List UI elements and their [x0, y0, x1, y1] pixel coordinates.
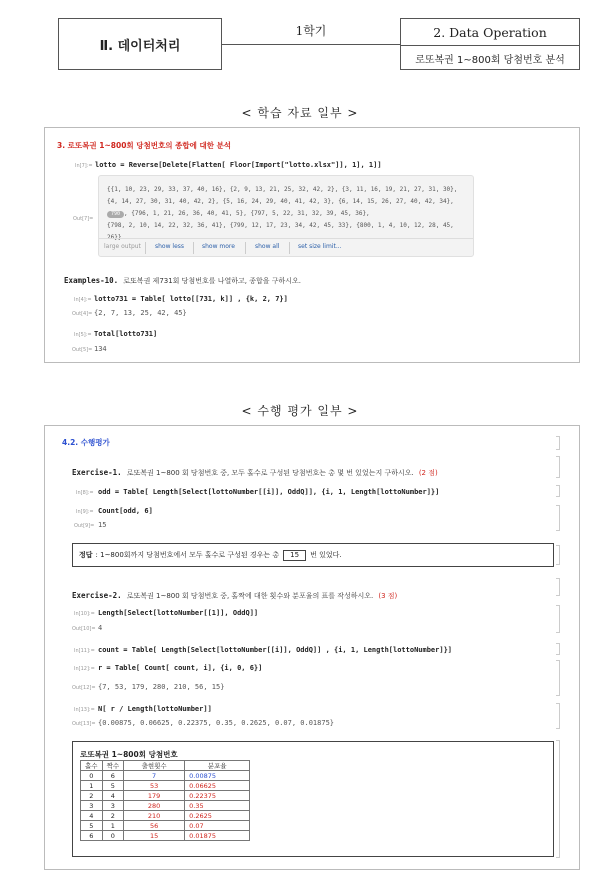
in9-label: In[9]:= [76, 509, 94, 515]
out4-label: Out[4]= [72, 311, 93, 317]
table-cell-even: 4 [102, 791, 124, 801]
exercise-2 [72, 583, 552, 602]
cell-bracket[interactable] [556, 436, 560, 450]
out9-value: 15 [98, 521, 107, 529]
table-cell-ratio: 0.07 [185, 821, 250, 831]
table-cell-count: 280 [124, 801, 185, 811]
table-cell-odd: 4 [81, 811, 103, 821]
in7-code[interactable]: lotto = Reverse[Delete[Flatten[ Floor[Import["lotto.xlsx"]], 1], 1]] [95, 161, 382, 169]
cell-bracket[interactable] [556, 505, 560, 531]
header-semester-cell [222, 18, 400, 70]
header-semester: 1학기 [295, 24, 327, 38]
out5-value: 134 [94, 345, 107, 353]
example-10 [64, 268, 564, 287]
table-row [81, 801, 250, 811]
in5-label: In[5]:= [74, 332, 92, 338]
cell-bracket[interactable] [556, 485, 560, 497]
exercise-1-label: Exercise-1. [72, 468, 122, 477]
table-header-even: 짝수 [102, 761, 124, 771]
header-unit-label: Ⅱ. 데이터처리 [99, 38, 181, 54]
out7-label: Out[7]= [73, 216, 94, 222]
skipped-elements-pill[interactable]: 790 [107, 211, 124, 218]
table-cell-odd: 6 [81, 831, 103, 841]
in12-label: In[12]:= [74, 666, 95, 672]
table-row [81, 771, 250, 781]
in9-code[interactable]: Count[odd, 6] [98, 507, 153, 515]
cell-bracket[interactable] [556, 643, 560, 655]
header-chapter: 2. Data Operation [401, 19, 579, 46]
table-cell-even: 0 [102, 831, 124, 841]
table-cell-count: 15 [124, 831, 185, 841]
table-cell-odd: 0 [81, 771, 103, 781]
in8-label: In[8]:= [76, 490, 94, 496]
frequency-table-box [72, 741, 554, 857]
frequency-table-body [81, 771, 250, 841]
table-cell-even: 6 [102, 771, 124, 781]
table-header-count: 출현횟수 [124, 761, 185, 771]
out13-value: {0.00875, 0.06625, 0.22375, 0.35, 0.2625, 0.07, 0.01875} [98, 719, 335, 727]
section2-heading: 4.2. 수행평가 [62, 438, 110, 447]
table-cell-ratio: 0.06625 [185, 781, 250, 791]
table-cell-odd: 2 [81, 791, 103, 801]
table-cell-even: 1 [102, 821, 124, 831]
table-title: 로또복권 1~800회 당첨번호 [80, 750, 178, 759]
table-cell-count: 53 [124, 781, 185, 791]
answer-text-b: 번 있었다. [310, 551, 342, 559]
out13-label: Out[13]= [72, 721, 96, 727]
cell-bracket[interactable] [556, 740, 560, 858]
large-output-text [107, 184, 467, 244]
table-cell-count: 179 [124, 791, 185, 801]
in12-code[interactable]: r = Table[ Count[ count, i], {i, 0, 6}] [98, 664, 263, 672]
large-output-line-3-rest: , {796, 1, 21, 26, 36, 40, 41, 5}, {797, 5, 22, 31, 32, 39, 45, 36}, [124, 210, 370, 217]
large-output-box [98, 175, 474, 257]
set-size-limit-button[interactable]: set size limit... [298, 243, 342, 250]
table-cell-count: 210 [124, 811, 185, 821]
in8-code[interactable]: odd = Table[ Length[Select[lottoNumber[[i]], OddQ]], {i, 1, Length[lottoNumber]}] [98, 488, 440, 496]
out10-value: 4 [98, 624, 103, 632]
table-cell-ratio: 0.01875 [185, 831, 250, 841]
out12-value: {7, 53, 179, 280, 210, 56, 15} [98, 683, 225, 691]
table-cell-odd: 3 [81, 801, 103, 811]
bar-separator [289, 242, 290, 254]
cell-bracket[interactable] [556, 578, 560, 596]
frequency-table [80, 760, 250, 841]
exercise-2-points: (3 점) [378, 592, 398, 600]
answer-text-a: : 1~800회까지 당첨번호에서 모두 홀수로 구성된 경우는 총 [95, 551, 280, 559]
large-output-line-3 [107, 208, 467, 220]
table-row [81, 811, 250, 821]
section-title-learning: < 학습 자료 일부 > [241, 106, 359, 120]
in10-label: In[10]:= [74, 611, 95, 617]
exercise-2-label: Exercise-2. [72, 591, 122, 600]
table-header-odd: 홀수 [81, 761, 103, 771]
in11-label: In[11]:= [74, 648, 95, 654]
header-divider [222, 44, 400, 45]
table-header-row [81, 761, 250, 771]
example-label: Examples-10. [64, 276, 119, 285]
show-more-button[interactable]: show more [202, 243, 235, 250]
in5-code[interactable]: Total[lotto731] [94, 330, 158, 338]
out9-label: Out[9]= [74, 523, 95, 529]
table-cell-count: 7 [124, 771, 185, 781]
exercise-1 [72, 460, 552, 479]
bar-separator [193, 242, 194, 254]
header-chapter-cell [400, 18, 580, 70]
in4-label: In[4]:= [74, 297, 92, 303]
show-all-button[interactable]: show all [255, 243, 280, 250]
table-cell-odd: 5 [81, 821, 103, 831]
table-header-ratio: 분포율 [185, 761, 250, 771]
large-output-line-4: {798, 2, 10, 14, 22, 32, 36, 41}, {799, 12, 17, 23, 34, 42, 45, 33}, {800, 1, 4, 10, 12, 28, 45, 26}} [107, 222, 454, 241]
section1-heading: 3. 로또복권 1~800회 당첨번호의 종합에 대한 분석 [57, 141, 232, 150]
exercise-2-text: 로또복권 1~800 회 당첨번호 중, 홀짝에 대한 횟수와 분포율의 표를 작성하시오. [126, 592, 374, 600]
cell-bracket[interactable] [556, 660, 560, 696]
table-row [81, 781, 250, 791]
table-cell-ratio: 0.22375 [185, 791, 250, 801]
in10-code[interactable]: Length[Select[lottoNumber[[1]], OddQ]] [98, 609, 259, 617]
table-cell-ratio: 0.35 [185, 801, 250, 811]
in4-code[interactable]: lotto731 = Table[ lotto[[731, k]] , {k, 2, 7}] [94, 295, 288, 303]
large-output-label: large output [104, 243, 141, 250]
bar-separator [145, 242, 146, 254]
header-subtitle: 로또복권 1~800회 당첨번호 분석 [415, 55, 565, 66]
table-cell-even: 5 [102, 781, 124, 791]
large-output-line-1: {{1, 10, 23, 29, 33, 37, 40, 16}, {2, 9, 13, 21, 25, 32, 42, 2}, {3, 11, 16, 19, 21, 27, 31, 30}, [107, 186, 458, 193]
table-row [81, 821, 250, 831]
answer-box [72, 543, 554, 567]
cell-bracket[interactable] [556, 703, 560, 729]
large-output-line-2: {4, 14, 27, 30, 31, 40, 42, 2}, {5, 16, 24, 29, 40, 41, 42, 3}, {6, 14, 15, 26, 27, 40, 42, 34}, [107, 198, 454, 205]
in11-code[interactable]: count = Table[ Length[Select[lottoNumber[[i]], OddQ]] , {i, 1, Length[lottoNumber]}] [98, 646, 453, 654]
table-cell-even: 3 [102, 801, 124, 811]
in7-label: In[7]:= [75, 163, 93, 169]
table-cell-ratio: 0.2625 [185, 811, 250, 821]
cell-bracket[interactable] [556, 456, 560, 478]
in13-label: In[13]:= [74, 707, 95, 713]
in13-code[interactable]: N[ r / Length[lottoNumber]] [98, 705, 212, 713]
example-text: 로또복권 제731회 당첨번호를 나열하고, 종합을 구하시오. [123, 277, 301, 285]
table-row [81, 831, 250, 841]
out4-value: {2, 7, 13, 25, 42, 45} [94, 309, 187, 317]
table-cell-even: 2 [102, 811, 124, 821]
exercise-1-points: (2 점) [418, 469, 438, 477]
header-unit [58, 18, 222, 70]
section-title-assessment: < 수행 평가 일부 > [241, 404, 359, 418]
out12-label: Out[12]= [72, 685, 96, 691]
table-row [81, 791, 250, 801]
bar-separator [245, 242, 246, 254]
table-cell-odd: 1 [81, 781, 103, 791]
answer-value-box: 15 [283, 550, 306, 561]
answer-label: 정답 [79, 551, 93, 559]
cell-bracket[interactable] [556, 605, 560, 633]
out5-label: Out[5]= [72, 347, 93, 353]
table-cell-count: 56 [124, 821, 185, 831]
out10-label: Out[10]= [72, 626, 96, 632]
cell-bracket[interactable] [556, 545, 560, 565]
table-cell-ratio: 0.00875 [185, 771, 250, 781]
large-output-bar [99, 238, 473, 257]
exercise-1-text: 로또복권 1~800 회 당첨번호 중, 모두 홀수로 구성된 당첨번호는 총 몇 번 있었는지 구하시오. [126, 469, 414, 477]
show-less-button[interactable]: show less [155, 243, 185, 250]
